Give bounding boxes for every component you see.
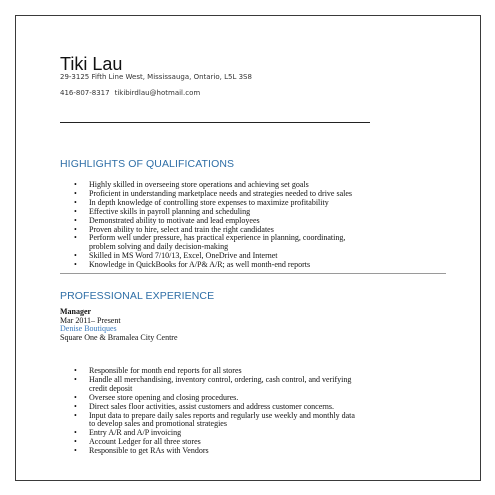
bullet-icon: •	[74, 437, 77, 447]
qualifications-heading: HIGHLIGHTS OF QUALIFICATIONS	[60, 158, 235, 170]
list-item: • Input data to prepare daily sales reports and regularly use weekly and monthly data	[74, 410, 355, 420]
phone-number: 416-807-8317	[60, 89, 110, 97]
list-item-continuation: to develop sales and promotional strategies	[89, 419, 227, 429]
bullet-icon: •	[74, 197, 77, 207]
list-item: • Responsible for month end reports for all stores	[74, 366, 242, 375]
bullet-icon: •	[74, 428, 77, 438]
bullet-icon: •	[74, 188, 77, 198]
list-item: • Entry A/R and A/P invoicing	[74, 428, 182, 438]
list-item: • Account Ledger for all three stores	[74, 437, 201, 447]
list-item-continuation: credit deposit	[89, 383, 133, 393]
job-entry	[60, 308, 178, 342]
qualifications-list	[74, 181, 352, 270]
bullet-icon: •	[74, 180, 77, 189]
bullet-icon: •	[74, 401, 77, 411]
list-item: • Proven ability to hire, select and train the right candidates	[74, 224, 274, 234]
list-item: • Effective skills in payroll planning and scheduling	[74, 206, 251, 216]
header-divider	[60, 122, 370, 123]
duties-list	[74, 367, 355, 456]
list-item: • Responsible to get RAs with Vendors	[74, 446, 209, 456]
list-item: • Knowledge in QuickBooks for A/P& A/R; as well month-end reports	[74, 260, 311, 270]
bullet-icon: •	[74, 366, 77, 375]
bullet-icon: •	[74, 410, 77, 420]
section-divider	[60, 273, 446, 274]
bullet-icon: •	[74, 374, 77, 384]
job-dates: Mar 2011– Present	[60, 315, 121, 325]
list-item: • Skilled in MS Word 7/10/13, Excel, OneDrive and Internet	[74, 251, 278, 261]
address-line: 29-3125 Fifth Line West, Mississauga, Ontario, L5L 3S8	[60, 73, 252, 81]
list-item: • Highly skilled in overseeing store operations and achieving set goals	[74, 180, 309, 189]
bullet-icon: •	[74, 224, 77, 234]
list-item: • Handle all merchandising, inventory control, ordering, cash control, and verifying	[74, 374, 352, 384]
bullet-icon: •	[74, 206, 77, 216]
contact-line	[60, 89, 200, 98]
list-item: • Direct sales floor activities, assist customers and address customer concerns.	[74, 401, 335, 411]
bullet-icon: •	[74, 392, 77, 402]
bullet-icon: •	[74, 260, 77, 270]
bullet-icon: •	[74, 215, 77, 225]
list-item: • In depth knowledge of controlling store expenses to maximize profitability	[74, 197, 329, 207]
resume-page	[15, 15, 481, 481]
list-item: • Perform well under pressure, has practical experience in planning, coordinating,	[74, 233, 346, 243]
applicant-name: Tiki Lau	[60, 54, 123, 74]
bullet-icon: •	[74, 251, 77, 261]
experience-heading: PROFESSIONAL EXPERIENCE	[60, 290, 215, 302]
list-item: • Demonstrated ability to motivate and lead employees	[74, 215, 260, 225]
job-title: Manager	[60, 307, 92, 316]
list-item-continuation: problem solving and daily decision-making	[89, 242, 229, 252]
company-name: Denise Boutiques	[60, 324, 117, 334]
list-item: • Proficient in understanding marketplace needs and strategies needed to drive sales	[74, 188, 353, 198]
email-address: tikibirdlau@hotmail.com	[114, 89, 201, 97]
list-item: • Oversee store opening and closing procedures.	[74, 392, 239, 402]
job-location: Square One & Bramalea City Centre	[60, 332, 178, 342]
bullet-icon: •	[74, 446, 77, 456]
bullet-icon: •	[74, 233, 77, 243]
